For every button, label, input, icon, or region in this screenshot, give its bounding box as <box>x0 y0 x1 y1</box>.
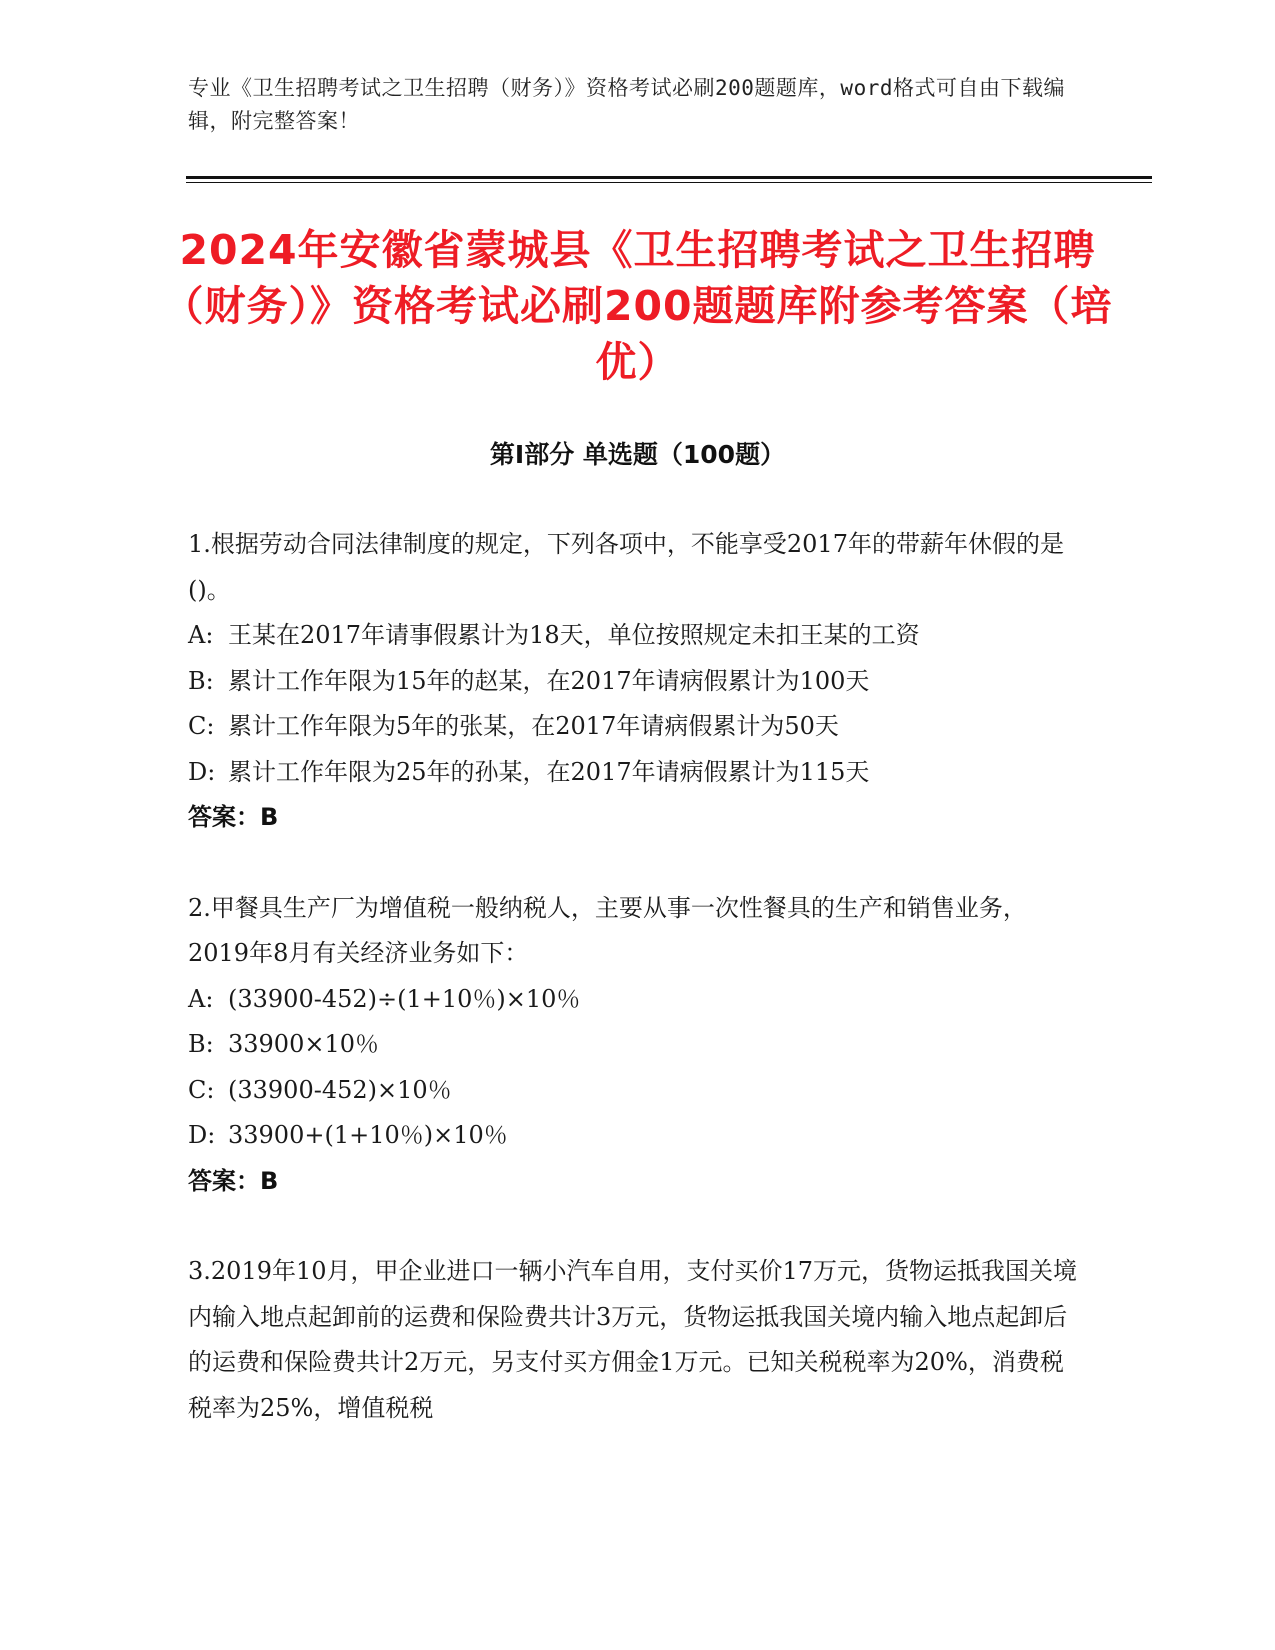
option-text: 33900+(1+10％)×10％ <box>228 1121 508 1149</box>
option-letter: B: <box>188 666 214 695</box>
question-2 <box>188 886 1078 1205</box>
option-text: (33900-452)÷(1+10％)×10％ <box>228 984 581 1013</box>
option-text: 33900×10％ <box>228 1030 379 1058</box>
question-3 <box>188 1249 1078 1431</box>
question-list <box>188 522 1078 1476</box>
option-d <box>188 750 1078 796</box>
header-note: 专业《卫生招聘考试之卫生招聘（财务）》资格考试必刷200题题库，word格式可自由下载编辑，附完整答案！ <box>188 76 1065 133</box>
option-letter: A: <box>188 984 214 1013</box>
option-letter: A: <box>188 621 214 649</box>
option-text: 累计工作年限为5年的张某，在2017年请病假累计为50天 <box>228 712 839 740</box>
option-a <box>188 613 1078 659</box>
document-title: 2024年安徽省蒙城县《卫生招聘考试之卫生招聘（财务）》资格考试必刷200题题库附参考答案（培优） <box>162 226 1113 386</box>
question-stem: 3.2019年10月，甲企业进口一辆小汽车自用，支付买价17万元，货物运抵我国关境内输入地点起卸前的运费和保险费共计3万元，货物运抵我国关境内输入地点起卸后的运费和保险费共计2万元，另支付买方佣金1万元。已知关税税率为20%，消费税税率为25%，增值税税 <box>188 1257 1078 1422</box>
option-b <box>188 1022 1078 1068</box>
section-heading: 第Ⅰ部分 单选题（100题） <box>489 440 786 469</box>
option-c <box>188 1068 1078 1114</box>
question-stem: 1.根据劳动合同法律制度的规定，下列各项中，不能享受2017年的带薪年休假的是()。 <box>188 530 1064 604</box>
option-letter: D: <box>188 1121 216 1149</box>
option-a <box>188 977 1078 1023</box>
question-1 <box>188 522 1078 841</box>
option-letter: B: <box>188 1030 214 1058</box>
option-text: 王某在2017年请事假累计为18天，单位按照规定未扣王某的工资 <box>228 621 920 649</box>
option-letter: C: <box>188 712 215 740</box>
question-stem: 2.甲餐具生产厂为增值税一般纳税人，主要从事一次性餐具的生产和销售业务，2019年8月有关经济业务如下： <box>188 893 1027 967</box>
option-c <box>188 704 1078 750</box>
header-divider-thick <box>186 176 1152 179</box>
answer-line: 答案：B <box>188 1166 279 1195</box>
option-letter: D: <box>188 757 216 786</box>
option-d <box>188 1113 1078 1159</box>
option-b <box>188 659 1078 705</box>
answer-line: 答案：B <box>188 803 279 831</box>
option-letter: C: <box>188 1075 215 1104</box>
option-text: 累计工作年限为15年的赵某，在2017年请病假累计为100天 <box>228 666 870 695</box>
header-divider-thin <box>186 182 1152 183</box>
option-text: (33900-452)×10％ <box>228 1075 452 1104</box>
option-text: 累计工作年限为25年的孙某，在2017年请病假累计为115天 <box>228 757 870 786</box>
